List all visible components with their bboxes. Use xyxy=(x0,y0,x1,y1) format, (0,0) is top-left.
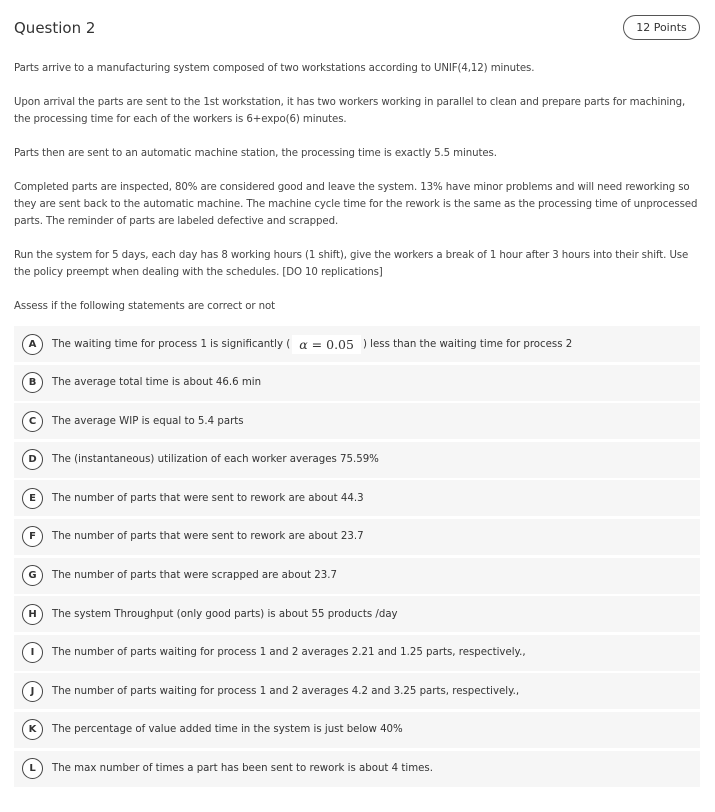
option-text xyxy=(52,335,572,354)
option-h[interactable] xyxy=(14,596,700,632)
question-paragraph-workstation-1: Upon arrival the parts are sent to the 1st workstation, it has two workers working in parallel to clean and prepare parts for machining, the processing time for each of the workers is 6+expo(6) minutes. xyxy=(14,97,686,125)
option-d[interactable] xyxy=(14,442,700,478)
question-paragraph-run-settings: Run the system for 5 days, each day has 8 working hours (1 shift), give the workers a break of 1 hour after 3 hours into their shift. Use the policy preempt when dealing with the schedules. [DO 10 replications] xyxy=(14,250,689,278)
option-text: The percentage of value added time in the system is just below 40% xyxy=(52,724,403,736)
option-text: The average total time is about 46.6 min xyxy=(52,377,262,389)
option-letter-badge: F xyxy=(22,526,43,547)
option-text: The system Throughput (only good parts) is about 55 products /day xyxy=(52,608,398,620)
option-j[interactable] xyxy=(14,673,700,709)
option-c[interactable] xyxy=(14,403,700,439)
option-text: The number of parts that were scrapped are about 23.7 xyxy=(52,570,337,582)
question-title: Question 2 xyxy=(14,19,96,37)
option-letter-badge: J xyxy=(22,681,43,702)
option-letter-badge: K xyxy=(22,719,43,740)
option-text: The number of parts waiting for process 1 and 2 averages 4.2 and 3.25 parts, respectively., xyxy=(52,685,520,697)
option-a[interactable] xyxy=(14,326,700,362)
option-letter-badge: B xyxy=(22,372,43,393)
answer-options-list xyxy=(14,326,700,789)
option-text: The average WIP is equal to 5.4 parts xyxy=(52,415,244,427)
option-g[interactable] xyxy=(14,558,700,594)
option-text: The number of parts that were sent to rework are about 44.3 xyxy=(52,492,364,504)
option-f[interactable] xyxy=(14,519,700,555)
question-instruction: Assess if the following statements are correct or not xyxy=(14,301,276,312)
option-k[interactable] xyxy=(14,712,700,748)
option-b[interactable] xyxy=(14,365,700,401)
math-value: = 0.05 xyxy=(307,336,354,352)
option-i[interactable] xyxy=(14,635,700,671)
option-l[interactable] xyxy=(14,751,700,787)
option-e[interactable] xyxy=(14,480,700,516)
math-formula xyxy=(292,335,361,354)
option-text-before: The waiting time for process 1 is significantly ( xyxy=(52,338,291,350)
question-paragraph-machine: Parts then are sent to an automatic machine station, the processing time is exactly 5.5 minutes. xyxy=(14,148,497,159)
option-text-after: ) less than the waiting time for process 2 xyxy=(362,338,573,350)
option-text: The (instantaneous) utilization of each worker averages 75.59% xyxy=(52,454,379,466)
option-text: The max number of times a part has been sent to rework is about 4 times. xyxy=(52,763,433,775)
option-letter-badge: I xyxy=(22,642,43,663)
option-letter-badge: D xyxy=(22,449,43,470)
option-letter-badge: E xyxy=(22,488,43,509)
option-text: The number of parts that were sent to rework are about 23.7 xyxy=(52,531,364,543)
question-paragraph-inspection: Completed parts are inspected, 80% are considered good and leave the system. 13% have minor problems and will need reworking so they are sent back to the automatic machine. The machine cycle time for the rework is the same as the processing time of unprocessed parts. The reminder of parts are labeled defective and scrapped. xyxy=(14,182,698,227)
option-letter-badge: L xyxy=(22,758,43,779)
math-alpha: α xyxy=(299,336,308,352)
option-letter-badge: H xyxy=(22,604,43,625)
points-badge: 12 Points xyxy=(623,15,700,40)
option-letter-badge: C xyxy=(22,411,43,432)
option-text: The number of parts waiting for process 1 and 2 averages 2.21 and 1.25 parts, respectively., xyxy=(52,647,526,659)
option-letter-badge: A xyxy=(22,334,43,355)
question-paragraph-arrivals: Parts arrive to a manufacturing system composed of two workstations according to UNIF(4,12) minutes. xyxy=(14,63,535,74)
question-header xyxy=(0,0,715,54)
option-letter-badge: G xyxy=(22,565,43,586)
